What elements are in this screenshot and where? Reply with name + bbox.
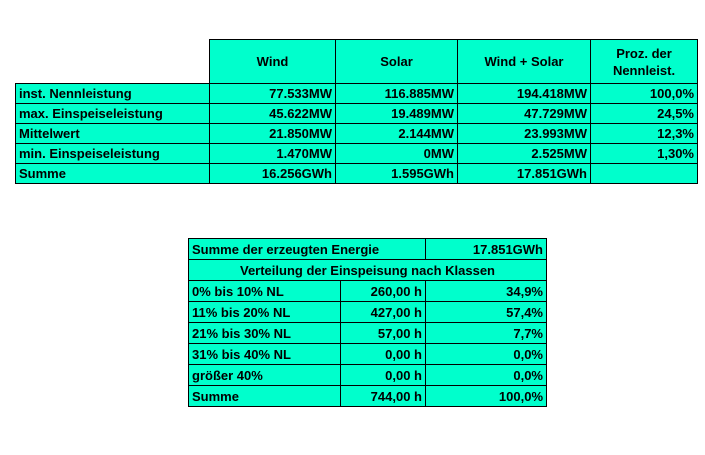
table-row bbox=[16, 84, 698, 104]
summary-table bbox=[15, 39, 698, 184]
solar-value: 19.489MW bbox=[336, 104, 458, 124]
table-row bbox=[16, 124, 698, 144]
table-row bbox=[16, 164, 698, 184]
header-wind: Wind bbox=[210, 40, 336, 84]
table-row bbox=[189, 281, 547, 302]
percent-value: 12,3% bbox=[591, 124, 698, 144]
wind-value: 16.256GWh bbox=[210, 164, 336, 184]
header-wind-solar: Wind + Solar bbox=[458, 40, 591, 84]
row-label: inst. Nennleistung bbox=[16, 84, 210, 104]
class-label: 31% bis 40% NL bbox=[189, 344, 341, 365]
wind-value: 21.850MW bbox=[210, 124, 336, 144]
percent-value: 100,0% bbox=[591, 84, 698, 104]
table-row bbox=[16, 104, 698, 124]
row-label: Summe bbox=[16, 164, 210, 184]
percent-value bbox=[591, 164, 698, 184]
summary-header-row bbox=[16, 40, 698, 84]
total-energy-row bbox=[189, 239, 547, 260]
wind-value: 1.470MW bbox=[210, 144, 336, 164]
solar-value: 2.144MW bbox=[336, 124, 458, 144]
table-row bbox=[189, 386, 547, 407]
percent-value: 0,0% bbox=[426, 344, 547, 365]
solar-value: 0MW bbox=[336, 144, 458, 164]
solar-value: 116.885MW bbox=[336, 84, 458, 104]
table-row bbox=[189, 323, 547, 344]
percent-value: 34,9% bbox=[426, 281, 547, 302]
wind-value: 77.533MW bbox=[210, 84, 336, 104]
hours-value: 0,00 h bbox=[341, 365, 426, 386]
wind-value: 45.622MW bbox=[210, 104, 336, 124]
header-solar: Solar bbox=[336, 40, 458, 84]
hours-value: 427,00 h bbox=[341, 302, 426, 323]
hours-value: 0,00 h bbox=[341, 344, 426, 365]
percent-value: 1,30% bbox=[591, 144, 698, 164]
percent-value: 0,0% bbox=[426, 365, 547, 386]
distribution-heading-row bbox=[189, 260, 547, 281]
combined-value: 23.993MW bbox=[458, 124, 591, 144]
combined-value: 47.729MW bbox=[458, 104, 591, 124]
class-label: Summe bbox=[189, 386, 341, 407]
percent-value: 100,0% bbox=[426, 386, 547, 407]
table-row bbox=[189, 302, 547, 323]
distribution-heading: Verteilung der Einspeisung nach Klassen bbox=[189, 260, 547, 281]
header-blank-cell bbox=[16, 40, 210, 84]
class-label: größer 40% bbox=[189, 365, 341, 386]
row-label: Mittelwert bbox=[16, 124, 210, 144]
percent-value: 57,4% bbox=[426, 302, 547, 323]
distribution-table bbox=[188, 238, 547, 407]
table-row bbox=[16, 144, 698, 164]
solar-value: 1.595GWh bbox=[336, 164, 458, 184]
percent-value: 24,5% bbox=[591, 104, 698, 124]
total-energy-value: 17.851GWh bbox=[426, 239, 547, 260]
header-percent: Proz. der Nennleist. bbox=[591, 40, 698, 84]
row-label: min. Einspeiseleistung bbox=[16, 144, 210, 164]
class-label: 11% bis 20% NL bbox=[189, 302, 341, 323]
total-energy-label: Summe der erzeugten Energie bbox=[189, 239, 426, 260]
hours-value: 57,00 h bbox=[341, 323, 426, 344]
hours-value: 260,00 h bbox=[341, 281, 426, 302]
table-row bbox=[189, 344, 547, 365]
combined-value: 2.525MW bbox=[458, 144, 591, 164]
table-row bbox=[189, 365, 547, 386]
class-label: 0% bis 10% NL bbox=[189, 281, 341, 302]
hours-value: 744,00 h bbox=[341, 386, 426, 407]
combined-value: 194.418MW bbox=[458, 84, 591, 104]
percent-value: 7,7% bbox=[426, 323, 547, 344]
combined-value: 17.851GWh bbox=[458, 164, 591, 184]
class-label: 21% bis 30% NL bbox=[189, 323, 341, 344]
row-label: max. Einspeiseleistung bbox=[16, 104, 210, 124]
